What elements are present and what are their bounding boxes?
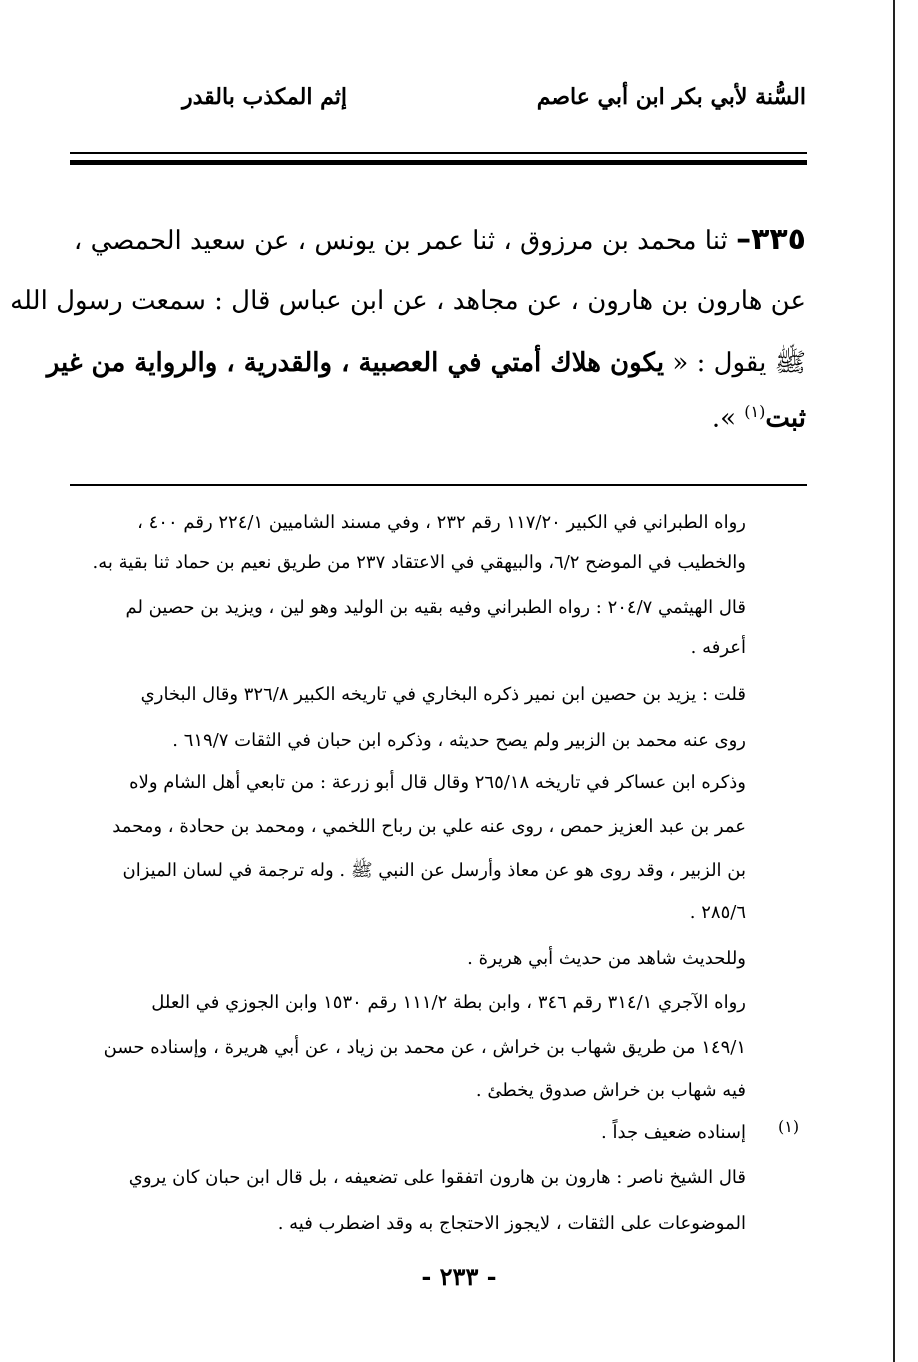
hadith-matn-part-2: ثبت <box>765 403 806 434</box>
footnote-reference: (١) <box>744 402 766 421</box>
hadith-number-dash: – <box>736 222 752 257</box>
hadith-matn-part-1: يكون هلاك أمتي في العصبية ، والقدرية ، والرواية من غير <box>46 348 665 378</box>
running-header-chapter-title: إثم المكذب بالقدر <box>182 84 347 110</box>
hadith-number: ٣٣٥ <box>751 222 806 257</box>
footnote-line: قال الهيثمي ٢٠٤/٧ : رواه الطبراني وفيه بقيه بن الوليد وهو لين ، ويزيد بن حصين لم <box>125 597 746 618</box>
hadith-line-4-end: ». <box>711 403 737 434</box>
footnote-line: روى عنه محمد بن الزبير ولم يصح حديثه ، وذكره ابن حبان في الثقات ٦١٩/٧ . <box>172 730 746 751</box>
hadith-line-3 <box>46 346 806 384</box>
footnote-line: رواه الطبراني في الكبير ١١٧/٢٠ رقم ٢٣٢ ، وفي مسند الشاميين ٢٢٤/١ رقم ٤٠٠ ، <box>137 512 746 533</box>
running-header-book-title: السُّنة لأبي بكر ابن أبي عاصم <box>536 84 806 110</box>
footnote-line: قال الشيخ ناصر : هارون بن هارون اتفقوا على تضعيفه ، بل قال ابن حبان كان يروي <box>128 1167 746 1188</box>
hadith-line-2: عن هارون بن هارون ، عن مجاهد ، عن ابن عباس قال : سمعت رسول الله <box>10 286 806 316</box>
footnote-line: ٢٨٥/٦ . <box>689 902 746 923</box>
footnote-marker: (١) <box>778 1117 800 1136</box>
footnote-line: فيه شهاب بن خراش صدوق يخطئ . <box>475 1080 746 1101</box>
footnote-line: رواه الآجري ٣١٤/١ رقم ٣٤٦ ، وابن بطة ١١١/٢ رقم ١٥٣٠ وابن الجوزي في العلل <box>151 992 746 1013</box>
header-rule-thick <box>70 160 807 165</box>
header-rule-thin <box>70 152 807 154</box>
footnote-line: الموضوعات على الثقات ، لايجوز الاحتجاج به وقد اضطرب فيه . <box>277 1213 746 1234</box>
hadith-line-4 <box>106 402 806 434</box>
footnote-separator <box>70 484 807 486</box>
footnote-line: وذكره ابن عساكر في تاريخه ٢٦٥/١٨ وقال قال أبو زرعة : من تابعي أهل الشام ولاه <box>129 772 746 793</box>
page-number: - ٢٣٣ - <box>421 1262 497 1291</box>
footnote-line: والخطيب في الموضح ٦/٢، والبيهقي في الاعتقاد ٢٣٧ من طريق نعيم بن حماد ثنا بقية به. <box>92 552 746 573</box>
footnote-line: قلت : يزيد بن حصين ابن نمير ذكره البخاري في تاريخه الكبير ٣٢٦/٨ وقال البخاري <box>140 684 746 705</box>
hadith-line-3-prefix: ﷺ يقول : « <box>672 348 806 378</box>
hadith-text-line-1: ثنا محمد بن مرزوق ، ثنا عمر بن يونس ، عن سعيد الحمصي ، <box>73 226 728 256</box>
footnote-line: أعرفه . <box>690 637 746 658</box>
footnote-line: بن الزبير ، وقد روى هو عن معاذ وأرسل عن النبي ﷺ . وله ترجمة في لسان الميزان <box>122 860 746 881</box>
footnote-line: عمر بن عبد العزيز حمص ، روى عنه علي بن رباح اللخمي ، ومحمد بن ححادة ، ومحمد <box>112 816 746 837</box>
footnote-line: ١٤٩/١ من طريق شهاب بن خراش ، عن محمد بن زياد ، عن أبي هريرة ، وإسناده حسن <box>103 1037 746 1058</box>
footnote-line: وللحديث شاهد من حديث أبي هريرة . <box>467 948 746 969</box>
footnote-line: إسناده ضعيف جداً . <box>601 1122 746 1143</box>
page-edge-line <box>893 0 895 1362</box>
hadith-line-1 <box>73 222 806 257</box>
